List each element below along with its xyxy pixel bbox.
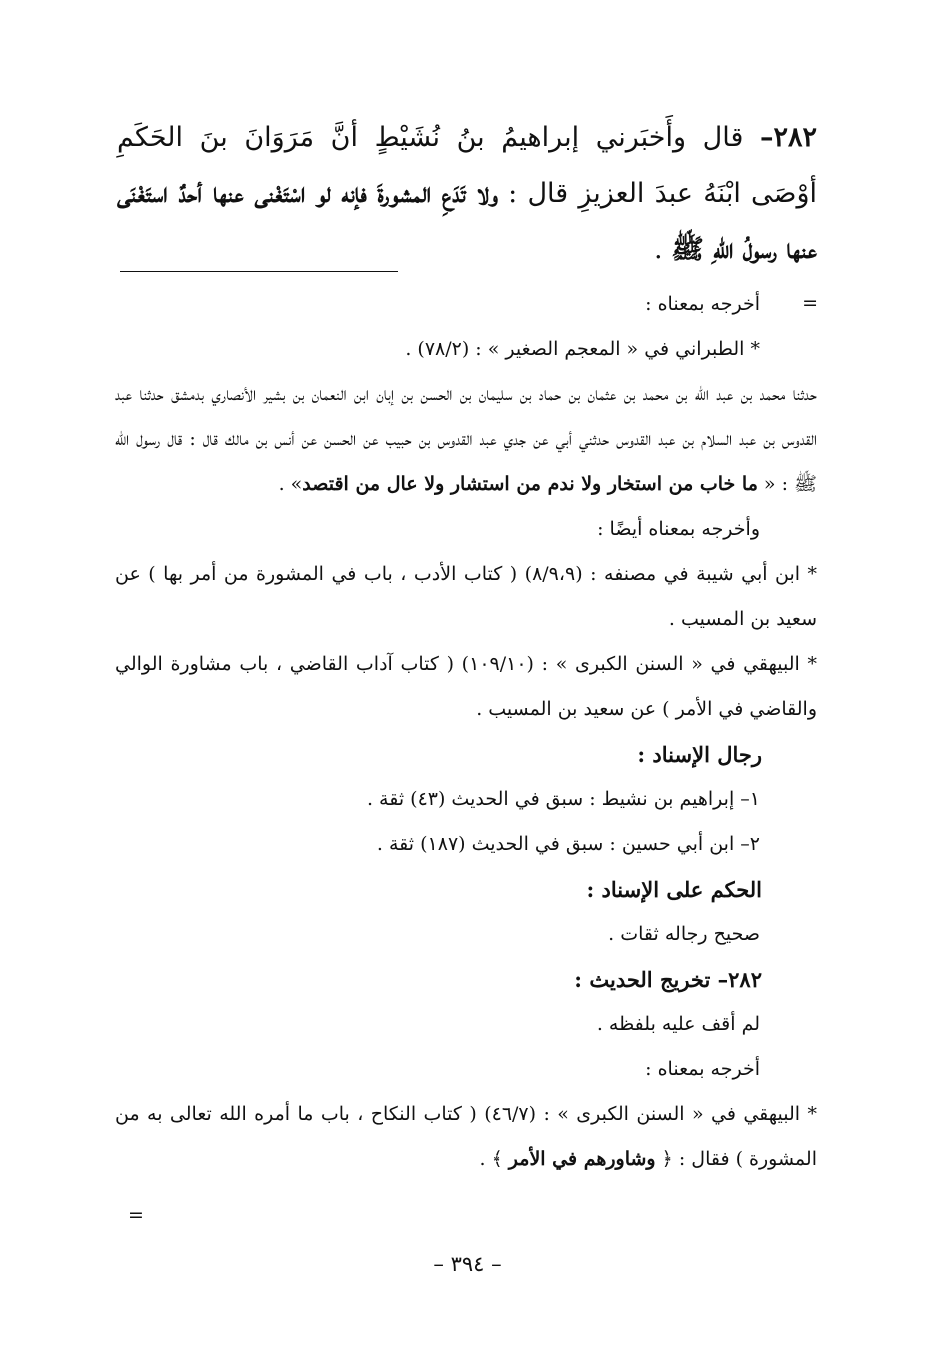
note-quote: ما خاب من استخار ولا ندم من استشار ولا عال من اقتصد — [302, 473, 758, 495]
note-paragraph: * البيهقي في « السنن الكبرى » : (١٠٩/١٠) ( كتاب آداب القاضي ، باب مشاورة الوالي والقاضي في الأمر ) عن سعيد بن المسيب . — [115, 653, 818, 720]
narrator-line: ١– إبراهيم بن نشيط : سبق في الحديث (٤٣) ثقة . — [366, 788, 760, 810]
section-heading: ٢٨٢– تخريج الحديث : — [574, 967, 762, 992]
page-number: – ٣٩٤ – — [433, 1252, 502, 1276]
hadith-narration: قال وأَخبَرني إبراهيمُ بنُ نُشَيْطٍ أنَّ مَرَوَانَ بنَ الحَكَمِ أوْصَى ابْنَهُ عبدَ العزيزِ قال : — [117, 122, 817, 209]
hadith-paragraph — [117, 110, 817, 278]
note-end: ﴾ . — [479, 1148, 509, 1170]
hadith-end: . — [654, 234, 672, 265]
hadith-number: ٢٨٢– — [759, 122, 817, 153]
continuation-mark-bottom: = — [128, 1204, 144, 1226]
hadith-quote: ولا تَدَعِ المشورةَ فإنه لو اسْتَغْنى عنها أحدٌ استَغْنَى عنها رسولُ اللهِ ﷺ — [117, 178, 817, 265]
note-source: * البيهقي في « السنن الكبرى » : (٤٦/٧) ( كتاب النكاح ، باب ما أمره الله تعالى به من المشورة ) فقال : ﴿ — [115, 1103, 817, 1170]
note-paragraph: * ابن أبي شيبة في مصنفه : (٨/٩،٩) ( كتاب الأدب ، باب في المشورة من أمر بها ) عن سعيد بن المسيب . — [115, 563, 818, 630]
quran-quote: وشاورهم في الأمر — [508, 1148, 656, 1170]
note-line: * الطبراني في « المعجم الصغير » : (٧٨/٢) . — [405, 338, 760, 360]
note-paragraph — [115, 372, 817, 507]
hadith-text — [117, 110, 817, 278]
continuation-mark-top: = — [802, 292, 818, 314]
note-line: أخرجه بمعناه : — [645, 293, 760, 315]
narrator-line: ٢– ابن أبي حسين : سبق في الحديث (١٨٧) ثقة . — [376, 833, 760, 855]
note-paragraph — [115, 1092, 817, 1182]
footnotes — [115, 282, 817, 1182]
note-line: لم أقف عليه بلفظه . — [596, 1013, 760, 1035]
note-chain: حدثنا محمد بن عبد الله بن محمد بن عثمان بن حماد بن سليمان بن الحسن بن إبان ابن النعمان بن بشير الأنصاري بدمشق حدثنا عبد القدوس بن عبد السلام بن عبد القدوس حدثني أبي عن جدي عبد القدوس بن حبيب عن الحسن عن أنس بن مالك قال : قال رسول الله ﷺ : « — [115, 383, 817, 495]
section-heading: الحكم على الإسناد : — [586, 877, 762, 902]
judgement-line: صحيح رجاله ثقات . — [608, 923, 760, 945]
section-heading: رجال الإسناد : — [637, 742, 762, 767]
note-end: » . — [278, 473, 303, 495]
note-line: وأخرجه بمعناه أيضًا : — [597, 518, 760, 540]
footnote-separator — [120, 271, 398, 272]
note-line: أخرجه بمعناه : — [645, 1058, 760, 1080]
